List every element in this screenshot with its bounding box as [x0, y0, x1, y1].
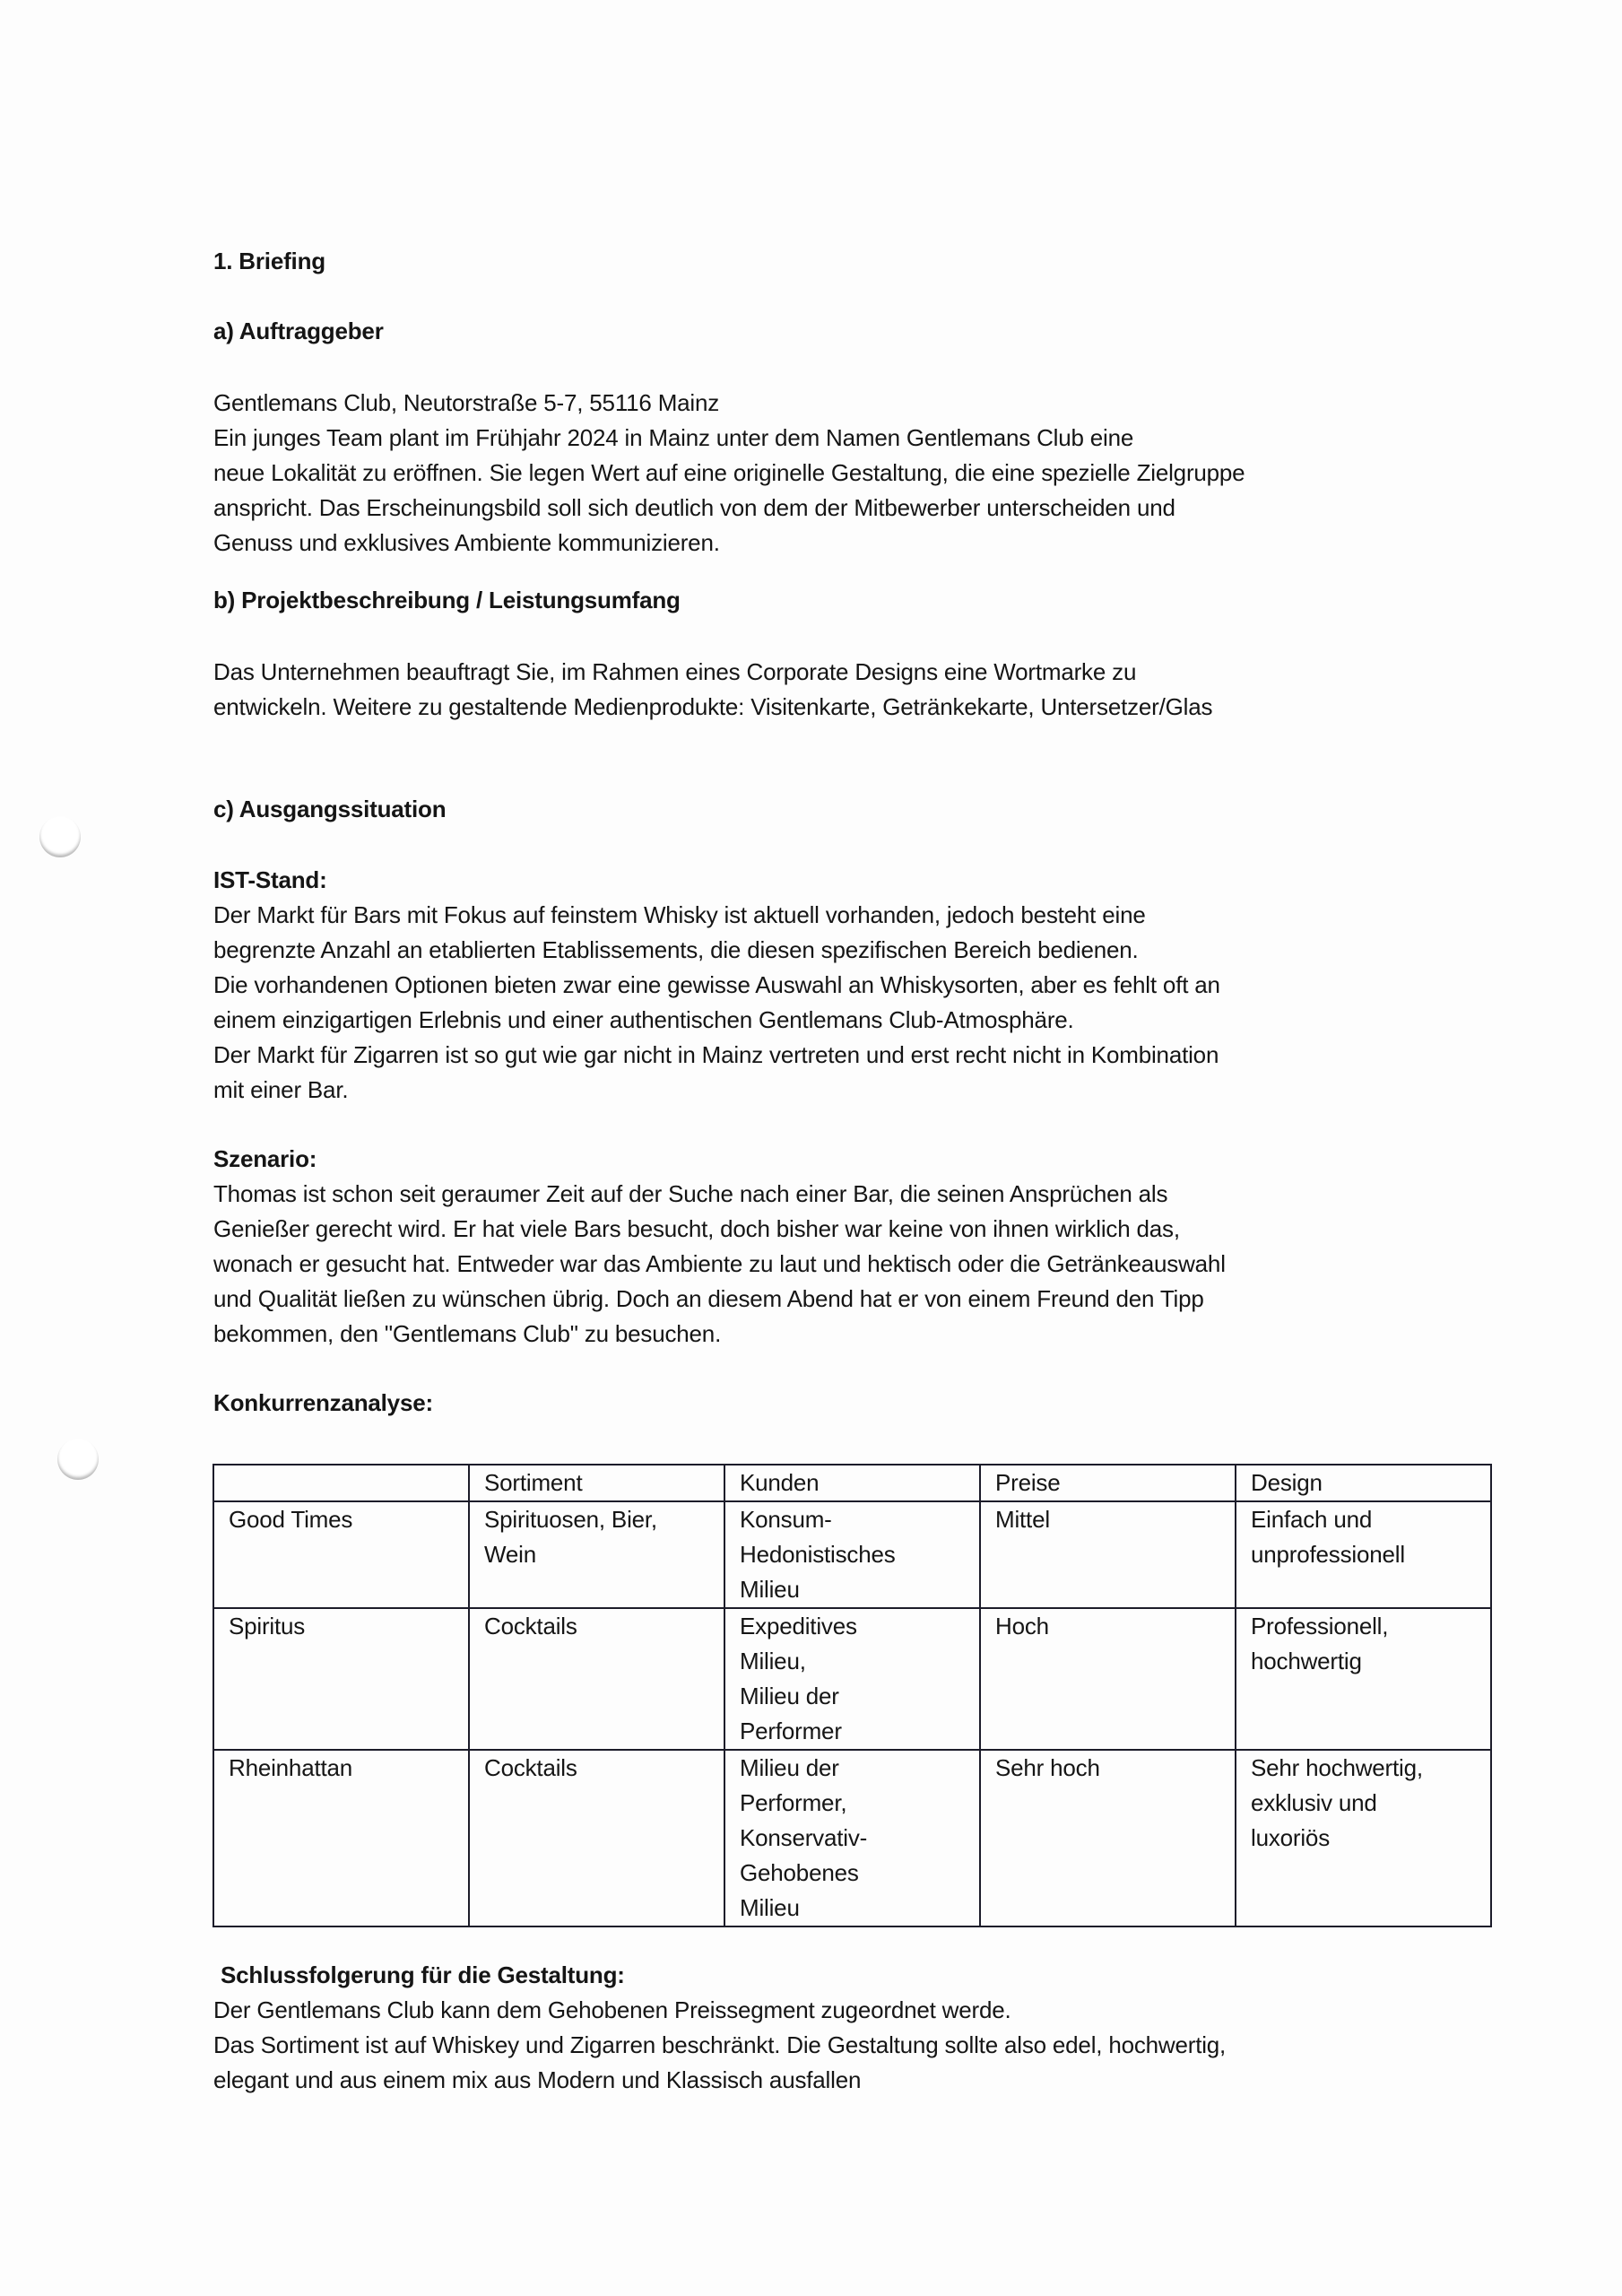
text-line: neue Lokalität zu eröffnen. Sie legen Wert auf eine originelle Gestaltung, die eine spezielle Zielgruppe: [213, 459, 1245, 486]
text-line: anspricht. Das Erscheinungsbild soll sich deutlich von dem der Mitbewerber unterscheiden und: [213, 494, 1175, 521]
table-cell-sortiment: [469, 1501, 724, 1608]
cell-text-line: Gehobenes: [740, 1859, 859, 1886]
paragraph-szenario: [213, 1177, 1226, 1352]
text-line: Der Markt für Bars mit Fokus auf feinstem Whisky ist aktuell vorhanden, jedoch besteht eine: [213, 901, 1146, 928]
text-line: bekommen, den "Gentlemans Club" zu besuchen.: [213, 1320, 722, 1347]
heading-schlussfolgerung: Schlussfolgerung für die Gestaltung:: [221, 1961, 625, 1988]
cell-text-line: Sehr hoch: [995, 1754, 1100, 1781]
text-line: entwickeln. Weitere zu gestaltende Medienprodukte: Visitenkarte, Getränkekarte, Untersetzer/Glas: [213, 693, 1213, 720]
table-cell-design: [1236, 1501, 1491, 1608]
cell-text-line: Hoch: [995, 1613, 1049, 1639]
text-line: Die vorhandenen Optionen bieten zwar eine gewisse Auswahl an Whiskysorten, aber es fehlt oft an: [213, 971, 1220, 998]
text-line: einem einzigartigen Erlebnis und einer authentischen Gentlemans Club-Atmosphäre.: [213, 1006, 1074, 1033]
heading-ausgangssituation: c) Ausgangssituation: [213, 796, 447, 822]
text-line: Thomas ist schon seit geraumer Zeit auf der Suche nach einer Bar, die seinen Ansprüchen als: [213, 1180, 1168, 1207]
cell-text-line: Performer,: [740, 1789, 847, 1816]
table-row: [213, 1608, 1491, 1750]
cell-text-line: Cocktails: [484, 1613, 577, 1639]
text-line: begrenzte Anzahl an etablierten Etablissements, die diesen spezifischen Bereich bedienen.: [213, 936, 1139, 963]
cell-text-line: Spiritus: [229, 1613, 306, 1639]
competitor-table: [213, 1464, 1492, 1927]
heading-auftraggeber: a) Auftraggeber: [213, 317, 384, 344]
paragraph-ist-stand: [213, 898, 1220, 1108]
table-cell-kunden: [724, 1750, 980, 1926]
cell-text-line: Cocktails: [484, 1754, 577, 1781]
cell-text-line: Professionell,: [1251, 1613, 1389, 1639]
table-cell-name: [213, 1750, 469, 1926]
table-cell-kunden: [724, 1501, 980, 1608]
heading-szenario: Szenario:: [213, 1145, 317, 1172]
heading-ist-stand: IST-Stand:: [213, 866, 327, 893]
punch-hole-bottom: [57, 1439, 99, 1480]
table-cell-design: [1236, 1750, 1491, 1926]
header-cell: Preise: [980, 1465, 1236, 1501]
text-line: und Qualität ließen zu wünschen übrig. Doch an diesem Abend hat er von einem Freund den Tipp: [213, 1285, 1204, 1312]
section-title: 1. Briefing: [213, 248, 325, 274]
text-line: elegant und aus einem mix aus Modern und Klassisch ausfallen: [213, 2066, 862, 2093]
paragraph-projekt: [213, 655, 1212, 725]
cell-text-line: Expeditives: [740, 1613, 857, 1639]
text-line: wonach er gesucht hat. Entweder war das Ambiente zu laut und hektisch oder die Getränkeauswahl: [213, 1250, 1226, 1277]
header-cell: [213, 1465, 469, 1501]
header-cell: Kunden: [724, 1465, 980, 1501]
table-row: [213, 1750, 1491, 1926]
table-cell-sortiment: [469, 1750, 724, 1926]
table-cell-preise: [980, 1608, 1236, 1750]
text-line: Das Unternehmen beauftragt Sie, im Rahmen eines Corporate Designs eine Wortmarke zu: [213, 658, 1137, 685]
cell-text-line: Wein: [484, 1541, 536, 1568]
text-line: Genießer gerecht wird. Er hat viele Bars besucht, doch bisher war keine von ihnen wirklich das,: [213, 1215, 1180, 1242]
table-cell-name: [213, 1608, 469, 1750]
punch-hole-top: [39, 816, 81, 857]
cell-text-line: unprofessionell: [1251, 1541, 1405, 1568]
table-cell-name: [213, 1501, 469, 1608]
table-header-row: [213, 1465, 1491, 1501]
cell-text-line: Spirituosen, Bier,: [484, 1506, 657, 1533]
text-line: Ein junges Team plant im Frühjahr 2024 in Mainz unter dem Namen Gentlemans Club eine: [213, 424, 1134, 451]
heading-projektbeschreibung: b) Projektbeschreibung / Leistungsumfang: [213, 587, 681, 613]
table-cell-kunden: [724, 1608, 980, 1750]
table-cell-design: [1236, 1608, 1491, 1750]
cell-text-line: Konservativ-: [740, 1824, 868, 1851]
table-row: [213, 1501, 1491, 1608]
text-line: mit einer Bar.: [213, 1076, 349, 1103]
cell-text-line: luxoriös: [1251, 1824, 1330, 1851]
cell-text-line: exklusiv und: [1251, 1789, 1377, 1816]
text-line: Genuss und exklusives Ambiente kommunizieren.: [213, 529, 720, 556]
heading-konkurrenzanalyse: Konkurrenzanalyse:: [213, 1389, 433, 1416]
text-line: Der Markt für Zigarren ist so gut wie gar nicht in Mainz vertreten und erst recht nicht in Kombination: [213, 1041, 1219, 1068]
cell-text-line: Einfach und: [1251, 1506, 1373, 1533]
cell-text-line: Milieu der: [740, 1683, 839, 1709]
cell-text-line: Milieu: [740, 1894, 800, 1921]
table-cell-preise: [980, 1750, 1236, 1926]
text-line: Der Gentlemans Club kann dem Gehobenen Preissegment zugeordnet werde.: [213, 1996, 1011, 2023]
cell-text-line: Sehr hochwertig,: [1251, 1754, 1423, 1781]
text-line: Das Sortiment ist auf Whiskey und Zigarren beschränkt. Die Gestaltung sollte also edel, hochwertig,: [213, 2031, 1227, 2058]
cell-text-line: Performer: [740, 1718, 842, 1744]
cell-text-line: Hedonistisches: [740, 1541, 896, 1568]
cell-text-line: Konsum-: [740, 1506, 832, 1533]
paragraph-schlussfolgerung: [213, 1993, 1226, 2098]
cell-text-line: Milieu: [740, 1576, 800, 1603]
cell-text-line: Rheinhattan: [229, 1754, 353, 1781]
cell-text-line: Milieu der: [740, 1754, 839, 1781]
cell-text-line: hochwertig: [1251, 1648, 1362, 1674]
header-cell: Sortiment: [469, 1465, 724, 1501]
header-cell: Design: [1236, 1465, 1491, 1501]
text-line: Gentlemans Club, Neutorstraße 5-7, 55116 Mainz: [213, 389, 720, 416]
cell-text-line: Milieu,: [740, 1648, 806, 1674]
cell-text-line: Good Times: [229, 1506, 353, 1533]
table-cell-preise: [980, 1501, 1236, 1608]
paragraph-auftraggeber: [213, 386, 1245, 561]
cell-text-line: Mittel: [995, 1506, 1050, 1533]
table-cell-sortiment: [469, 1608, 724, 1750]
